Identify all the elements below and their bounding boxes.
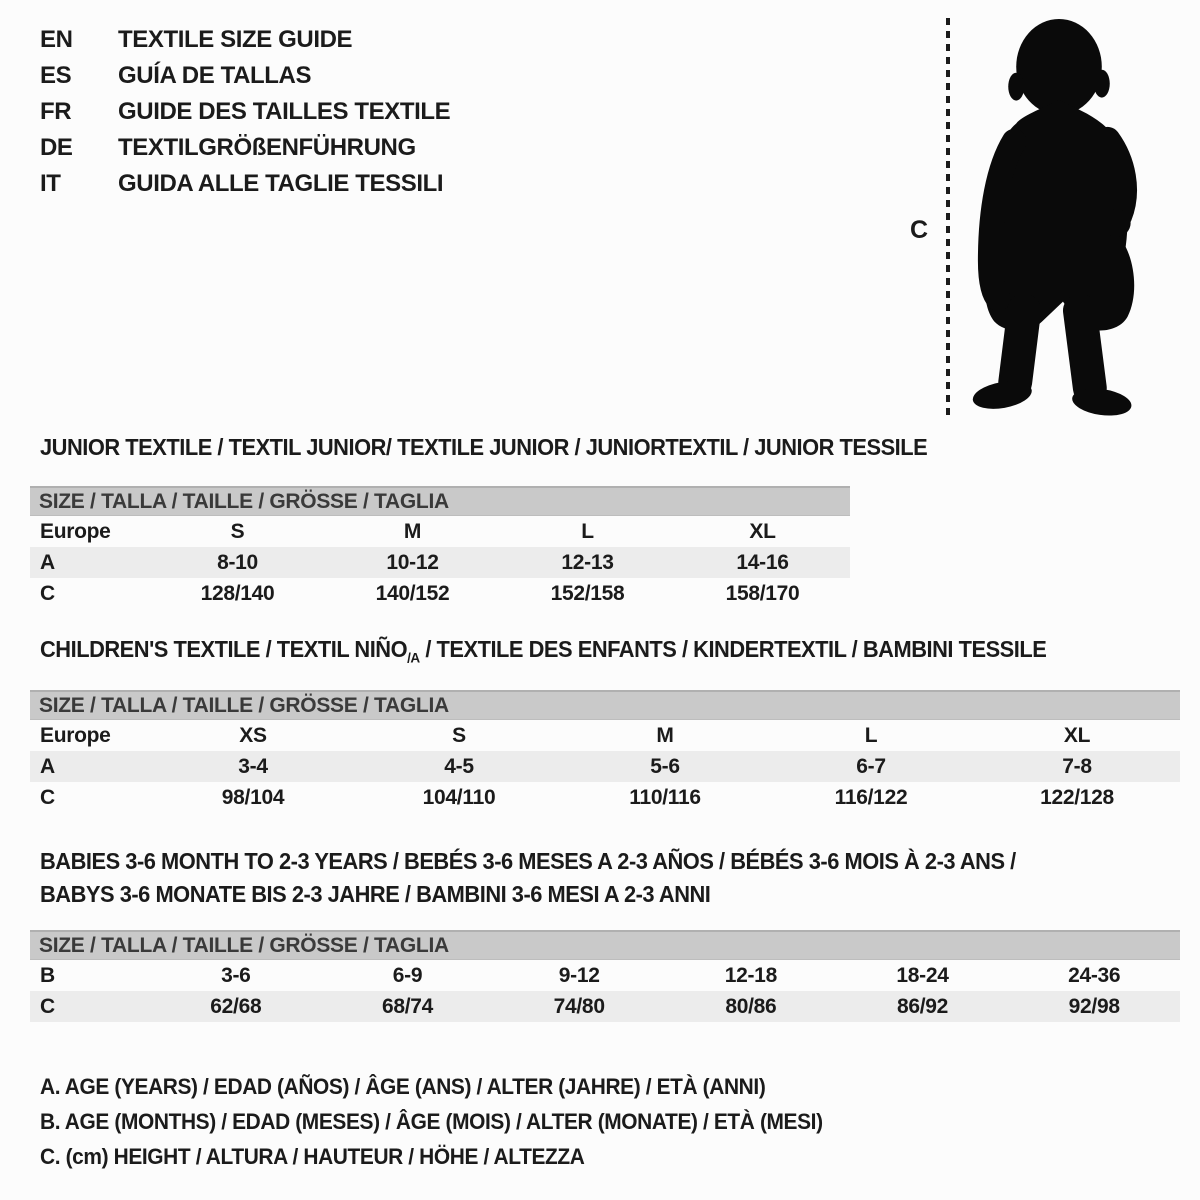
height-value: 80/86 — [725, 994, 777, 1018]
height-value: 68/74 — [381, 994, 434, 1018]
toddler-silhouette-icon — [960, 12, 1160, 420]
height-value: 98/104 — [221, 785, 285, 809]
language-guide-title: TEXTILE SIZE GUIDE — [118, 26, 353, 53]
table-row-age — [30, 547, 850, 578]
age-value: 24-36 — [1068, 963, 1121, 987]
height-value: 116/122 — [834, 785, 908, 809]
height-value: 86/92 — [896, 994, 949, 1018]
language-row — [40, 94, 450, 130]
table-row-age — [30, 751, 1180, 782]
height-value: 158/170 — [725, 581, 800, 605]
children-title-part1: CHILDREN'S TEXTILE / TEXTIL NIÑO — [40, 636, 408, 662]
height-measure-label: C — [910, 216, 929, 244]
row-label: C — [40, 994, 55, 1018]
language-code: IT — [40, 170, 61, 197]
language-code: EN — [40, 26, 73, 53]
children-title-part2: / TEXTILE DES ENFANTS / KINDERTEXTIL / BAMBINI TESSILE — [419, 636, 1047, 662]
age-value: 6-9 — [392, 963, 423, 987]
row-label: C — [40, 785, 55, 809]
language-row — [40, 130, 450, 166]
table-row-columns — [30, 720, 1180, 751]
region-label: Europe — [40, 723, 111, 747]
size-header-bar: SIZE / TALLA / TAILLE / GRÖSSE / TAGLIA — [30, 690, 1180, 720]
size-column-header: M — [656, 723, 674, 747]
age-value: 6-7 — [856, 754, 886, 778]
footnote-legend — [40, 1069, 864, 1174]
babies-title-line1: BABIES 3-6 MONTH TO 2-3 YEARS / BEBÉS 3-6 MESES A 2-3 AÑOS / BÉBÉS 3-6 MOIS À 2-3 ANS / — [40, 848, 1016, 874]
size-header-bar: SIZE / TALLA / TAILLE / GRÖSSE / TAGLIA — [30, 930, 1180, 960]
size-column-header: L — [581, 519, 594, 543]
row-label: A — [40, 550, 55, 574]
size-column-header: L — [864, 723, 878, 747]
age-value: 8-10 — [217, 550, 258, 574]
age-value: 7-8 — [1062, 754, 1092, 778]
language-code: DE — [40, 134, 73, 161]
size-column-header: M — [403, 519, 422, 543]
height-value: 92/98 — [1068, 994, 1120, 1018]
age-value: 14-16 — [736, 550, 789, 574]
height-value: 74/80 — [553, 994, 605, 1018]
row-label: A — [40, 754, 55, 778]
table-row-age-months — [30, 960, 1180, 991]
language-code: ES — [40, 62, 72, 89]
height-value: 110/116 — [629, 785, 701, 809]
babies-title-line2: BABYS 3-6 MONATE BIS 2-3 JAHRE / BAMBINI 3-6 MESI A 2-3 ANNI — [40, 881, 711, 907]
size-header-bar: SIZE / TALLA / TAILLE / GRÖSSE / TAGLIA — [30, 486, 850, 516]
language-code: FR — [40, 98, 72, 125]
age-value: 18-24 — [896, 963, 949, 987]
row-label: C — [40, 581, 55, 605]
language-guide-title: TEXTILGRÖßENFÜHRUNG — [118, 134, 416, 161]
size-column-header: XS — [239, 723, 267, 747]
height-dashed-line — [946, 18, 950, 418]
region-label: Europe — [40, 519, 111, 543]
row-label: B — [40, 963, 55, 987]
height-value: 152/158 — [550, 581, 625, 605]
age-value: 3-4 — [238, 754, 268, 778]
age-value: 5-6 — [650, 754, 680, 778]
children-size-table — [30, 690, 1180, 813]
babies-section-title — [40, 845, 1016, 911]
table-row-height — [30, 991, 1180, 1022]
children-title-sub: /A — [407, 650, 420, 667]
age-value: 3-6 — [221, 963, 251, 987]
babies-size-table — [30, 930, 1180, 1022]
age-value: 9-12 — [558, 963, 600, 987]
height-value: 104/110 — [422, 785, 496, 809]
size-column-header: S — [452, 723, 466, 747]
footnote-c: C. (cm) HEIGHT / ALTURA / HAUTEUR / HÖHE / ALTEZZA — [40, 1144, 585, 1169]
size-column-header: XL — [749, 519, 776, 543]
footnote-a: A. AGE (YEARS) / EDAD (AÑOS) / ÂGE (ANS) / ALTER (JAHRE) / ETÀ (ANNI) — [40, 1074, 766, 1099]
height-value: 140/152 — [375, 581, 450, 605]
height-value: 62/68 — [210, 994, 262, 1018]
junior-section-title: JUNIOR TEXTILE / TEXTIL JUNIOR/ TEXTILE JUNIOR / JUNIORTEXTIL / JUNIOR TESSILE — [40, 434, 928, 460]
language-guide-title: GUIDA ALLE TAGLIE TESSILI — [118, 170, 444, 197]
height-value: 122/128 — [1040, 785, 1114, 809]
table-row-height — [30, 578, 850, 609]
language-row — [40, 22, 450, 58]
language-row — [40, 166, 450, 202]
language-guide-title: GUÍA DE TALLAS — [118, 62, 312, 89]
size-column-header: XL — [1063, 723, 1091, 747]
size-column-header: S — [230, 519, 245, 543]
table-row-height — [30, 782, 1180, 813]
language-guide-title: GUIDE DES TAILLES TEXTILE — [118, 98, 451, 125]
table-row-columns — [30, 516, 850, 547]
junior-size-table — [30, 486, 850, 609]
age-value: 10-12 — [386, 550, 439, 574]
language-title-list — [40, 22, 450, 202]
height-value: 128/140 — [200, 581, 275, 605]
children-section-title — [40, 636, 1046, 667]
age-value: 4-5 — [444, 754, 474, 778]
footnote-b: B. AGE (MONTHS) / EDAD (MESES) / ÂGE (MOIS) / ALTER (MONATE) / ETÀ (MESI) — [40, 1109, 823, 1134]
language-row — [40, 58, 450, 94]
age-value: 12-18 — [724, 963, 777, 987]
age-value: 12-13 — [561, 550, 614, 574]
